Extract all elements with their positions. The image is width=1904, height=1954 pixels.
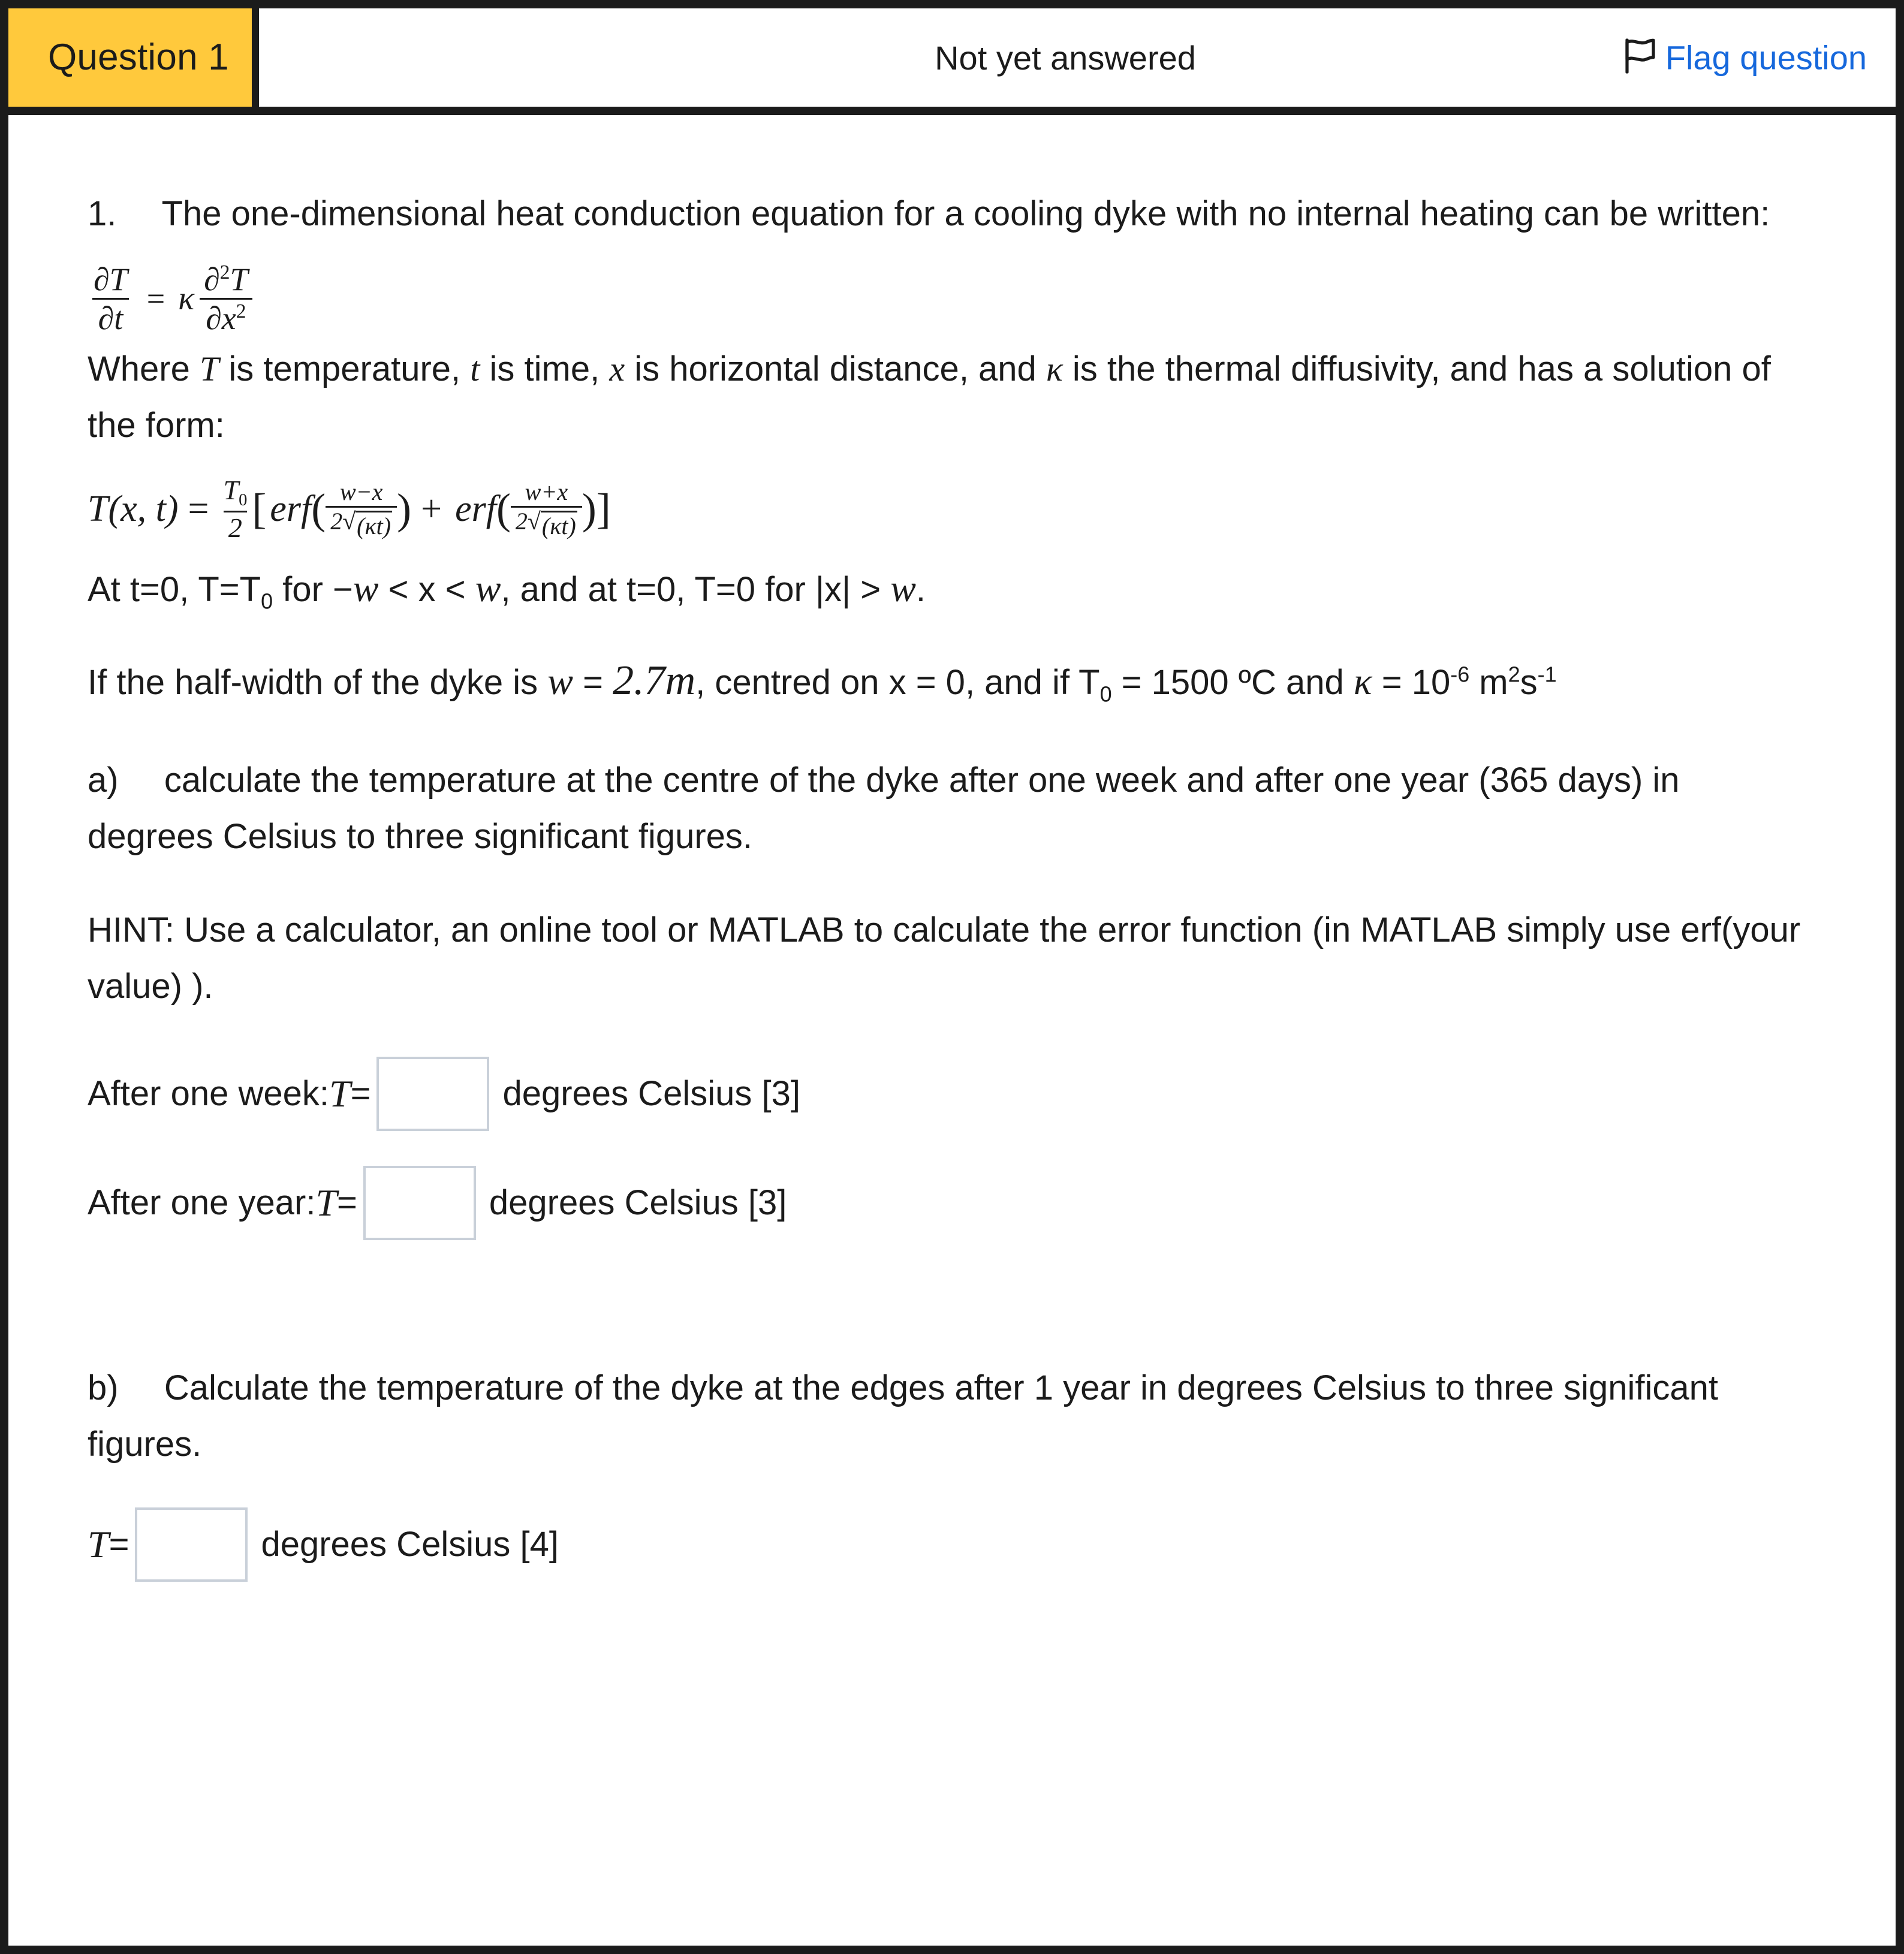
heat-equation-display [88, 263, 1824, 335]
pde-rhs-den-order: 2 [236, 300, 246, 323]
param-p5: m [1469, 663, 1508, 702]
solution-open-bracket: [ [252, 485, 267, 533]
answer-row-edges [88, 1507, 1824, 1582]
answer-one-year-tail: degrees Celsius [3] [489, 1183, 787, 1222]
param-symbol-kappa: κ [1353, 660, 1372, 703]
intro-text: The one-dimensional heat conduction equation for a cooling dyke with no internal heating can be written: [161, 194, 1770, 233]
pde-rhs-fraction [198, 263, 254, 335]
ic-symbol-w-1: w [353, 566, 379, 610]
solution-open-paren-2: ( [496, 485, 511, 533]
solution-erf-1: erf [270, 488, 312, 530]
param-kappa-exponent: -6 [1450, 662, 1470, 687]
where-symbol-kappa: κ [1046, 349, 1063, 389]
pde-rhs-den-text: ∂x [206, 300, 236, 337]
solution-close-paren-2: ) [582, 485, 596, 533]
part-b-label: b) [88, 1368, 119, 1407]
solution-equals-sign: = [188, 488, 209, 530]
answer-one-year-equals: = [337, 1183, 357, 1222]
answer-one-year-symbol: T [315, 1181, 338, 1224]
answer-one-week-lead: After one week: [88, 1074, 329, 1113]
solution-arg2-sqrt [527, 507, 577, 539]
answer-row-one-year [88, 1166, 1824, 1240]
solution-equation-display [88, 474, 1824, 544]
param-m-exponent: 2 [1508, 662, 1520, 687]
solution-close-bracket: ] [596, 485, 611, 533]
answer-row-one-week [88, 1057, 1824, 1131]
where-p3: is time, [480, 349, 610, 389]
initial-conditions-paragraph [88, 557, 1808, 620]
part-a-paragraph [88, 752, 1808, 865]
ic-t0-subscript: 0 [261, 589, 273, 614]
hint-paragraph [88, 902, 1808, 1015]
where-p4: is horizontal distance, and [625, 349, 1046, 389]
answer-edges-symbol: T [88, 1522, 109, 1566]
question-number-box [8, 8, 259, 107]
param-w-value: 2.7m [613, 658, 696, 704]
answer-one-year-lead: After one year: [88, 1183, 316, 1222]
ic-symbol-w-2: w [475, 566, 501, 610]
ic-p1: At t=0, T=T [88, 569, 261, 609]
solution-arg2-coeff: 2 [515, 507, 528, 535]
question-status-wrap [259, 8, 1896, 107]
param-eq1: = [573, 663, 613, 702]
ic-p2: for − [273, 569, 353, 609]
solution-close-paren-1: ) [397, 485, 412, 533]
question-header [8, 8, 1896, 115]
solution-erf-2: erf [455, 488, 496, 530]
where-p1: Where [88, 349, 200, 389]
where-definitions-paragraph [88, 341, 1808, 454]
pde-lhs-numerator: ∂T [94, 261, 128, 297]
param-t0-subscript: 0 [1099, 682, 1112, 707]
where-symbol-T: T [199, 349, 219, 389]
answer-one-week-symbol: T [329, 1072, 351, 1115]
solution-t0-numerator [219, 476, 252, 511]
question-intro-paragraph [88, 186, 1808, 242]
pde-rhs-order: 2 [219, 261, 230, 284]
solution-arg2-numerator: w+x [525, 478, 568, 506]
solution-t0-subscript: 0 [239, 491, 248, 510]
flag-outline-icon [1623, 39, 1656, 77]
question-status-text: Not yet answered [935, 38, 1196, 77]
pde-rhs-numerator [198, 263, 254, 298]
answer-one-week-tail: degrees Celsius [3] [502, 1074, 800, 1113]
parameters-paragraph [88, 647, 1808, 714]
where-symbol-x: x [609, 349, 625, 389]
where-symbol-t: t [470, 349, 480, 389]
answer-input-edges[interactable] [135, 1507, 248, 1582]
pde-lhs-fraction [88, 263, 134, 335]
solution-arg2-radicand: (κt) [541, 511, 577, 539]
solution-arg1-denominator [326, 506, 397, 539]
param-symbol-w: w [547, 660, 573, 703]
part-b-text: Calculate the temperature of the dyke at the edges after 1 year in degrees Celsius to three significant figures. [88, 1368, 1718, 1464]
solution-t0-symbol: T [223, 475, 239, 506]
ic-symbol-w-3: w [890, 566, 916, 610]
solution-arg1-numerator: w−x [339, 478, 383, 506]
solution-arg2-fraction [511, 480, 582, 538]
pde-rhs-denominator [200, 298, 252, 335]
flag-question-label: Flag question [1665, 38, 1867, 77]
solution-lhs: T(x, t) [88, 488, 179, 530]
question-body [8, 115, 1896, 1582]
section-spacer [88, 1240, 1824, 1360]
pde-kappa-symbol: κ [178, 280, 195, 318]
param-p6: s [1520, 663, 1538, 702]
solution-arg1-coeff: 2 [330, 507, 343, 535]
ic-p5: . [915, 569, 926, 609]
flag-question-button[interactable] [1623, 38, 1867, 77]
param-p1: If the half-width of the dyke is [88, 663, 548, 702]
where-p2: is temperature, [219, 349, 471, 389]
solution-arg1-radicand: (κt) [356, 511, 392, 539]
radical-sign-icon: √ [342, 507, 356, 535]
answer-input-one-week[interactable] [376, 1057, 489, 1131]
solution-arg1-fraction [326, 480, 397, 538]
answer-one-week-equals: = [350, 1074, 371, 1113]
solution-half-denominator: 2 [224, 511, 247, 542]
pde-rhs-variable: T [230, 261, 248, 297]
param-p4: = 10 [1372, 663, 1451, 702]
solution-arg1-sqrt [342, 507, 392, 539]
pde-lhs-denominator: ∂t [92, 298, 129, 335]
answer-input-one-year[interactable] [363, 1166, 476, 1240]
part-a-label: a) [88, 760, 119, 800]
answer-edges-tail: degrees Celsius [4] [261, 1524, 559, 1564]
where-p5: is the thermal diffusivity, and has a solution of the form: [88, 349, 1771, 445]
ic-p4: , and at t=0, T=0 for |x| > [501, 569, 891, 609]
solution-arg2-denominator [511, 506, 582, 539]
hint-text: HINT: Use a calculator, an online tool or MATLAB to calculate the error function (in MATLAB simply use erf(your value) ). [88, 910, 1801, 1006]
param-p2: , centred on x = 0, and if T [695, 663, 1100, 702]
pde-rhs-partial: ∂ [204, 261, 220, 297]
ic-p3: < x < [378, 569, 475, 609]
radical-sign-icon: √ [527, 507, 541, 535]
solution-plus-sign: + [421, 488, 442, 530]
question-number-label: Question 1 [48, 37, 229, 78]
pde-equals-sign: = [146, 280, 165, 316]
part-b-paragraph [88, 1360, 1808, 1473]
solution-open-paren-1: ( [311, 485, 326, 533]
answer-edges-equals: = [109, 1524, 129, 1564]
item-number: 1. [88, 194, 117, 233]
part-a-text: calculate the temperature at the centre of the dyke after one week and after one year (365 days) in degrees Celsius to three significant figures. [88, 760, 1680, 856]
param-p3: = 1500 ºC and [1111, 663, 1354, 702]
solution-half-t0-fraction [219, 476, 252, 542]
param-s-exponent: -1 [1537, 662, 1557, 687]
